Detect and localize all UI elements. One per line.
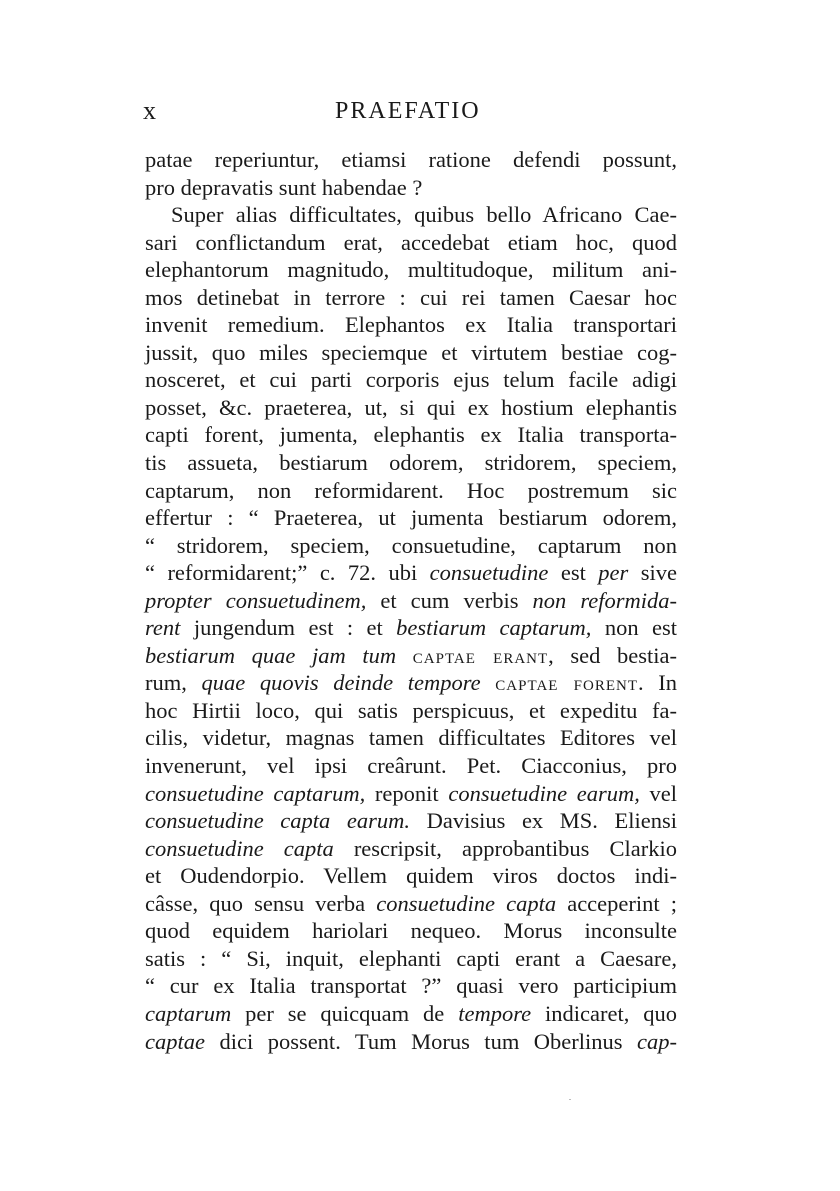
text-line — [145, 504, 677, 532]
text-segment: invenit remedium. Elephantos ex Italia transportari — [145, 312, 677, 338]
text-segment: vel — [639, 780, 678, 806]
text-segment: et cum verbis — [366, 587, 533, 613]
running-head: PRAEFATIO — [335, 98, 481, 124]
text-line — [145, 724, 677, 752]
italic-text: captarum — [145, 1000, 232, 1026]
italic-text: non reformida- — [532, 587, 677, 613]
italic-text: bestiarum captarum, — [396, 615, 592, 641]
text-segment: “ reformidarent;” c. 72. ubi — [145, 560, 430, 586]
text-line — [145, 780, 677, 808]
text-line — [145, 366, 677, 394]
body-text — [145, 146, 677, 1055]
text-line — [145, 807, 677, 835]
text-line — [145, 1028, 677, 1056]
text-segment: , sed bestia- — [548, 642, 678, 668]
text-segment: capti forent, jumenta, elephantis ex Italia transporta- — [145, 422, 677, 448]
italic-text: consuetudine — [429, 560, 549, 586]
text-segment: satis : “ Si, inquit, elephanti capti erant a Caesare, — [145, 945, 677, 971]
italic-text: consuetudine capta — [376, 890, 557, 916]
text-segment: jussit, quo miles speciemque et virtutem bestiae cog- — [145, 339, 677, 365]
text-line — [145, 477, 677, 505]
text-line — [145, 642, 677, 670]
text-line — [145, 311, 677, 339]
text-segment: est — [548, 560, 599, 586]
text-segment: câsse, quo sensu verba — [145, 890, 377, 916]
text-segment: jungendum est : et — [180, 615, 397, 641]
text-segment: et Oudendorpio. Vellem quidem viros doctos indi- — [145, 863, 677, 889]
italic-text: consuetudine earum, — [448, 780, 640, 806]
text-segment: pro depravatis sunt habendae ? — [145, 174, 423, 200]
text-line — [145, 862, 677, 890]
text-segment: cilis, videtur, magnas tamen difficultates Editores vel — [145, 725, 677, 751]
text-segment — [481, 670, 496, 695]
text-segment: acceperint ; — [556, 890, 677, 916]
text-line — [145, 890, 677, 918]
italic-text: propter consuetudinem, — [145, 587, 367, 613]
text-line — [145, 945, 677, 973]
text-segment: posset, &c. praeterea, ut, si qui ex hostium elephantis — [145, 394, 677, 420]
text-segment: dici possent. Tum Morus tum Oberlinus — [204, 1028, 638, 1054]
text-line — [145, 256, 677, 284]
text-segment: . In — [638, 670, 677, 696]
text-line — [145, 229, 677, 257]
text-segment: Super alias difficultates, quibus bello Africano Cae- — [171, 202, 677, 228]
italic-text: bestiarum quae jam tum — [145, 642, 397, 668]
text-segment: “ cur ex Italia transportat ?” quasi vero participium — [145, 973, 677, 999]
text-segment: per se quicquam de — [231, 1000, 459, 1026]
text-line — [145, 284, 677, 312]
text-segment: patae reperiuntur, etiamsi ratione defendi possunt, — [145, 147, 677, 172]
text-line — [145, 146, 677, 174]
speck-mark — [569, 1099, 571, 1100]
text-line — [145, 532, 677, 560]
italic-text: cap- — [637, 1028, 677, 1054]
text-segment: hoc Hirtii loco, qui satis perspicuus, et expeditu fa- — [145, 697, 677, 723]
text-segment: invenerunt, vel ipsi creârunt. Pet. Ciacconius, pro — [145, 753, 677, 779]
text-line — [145, 394, 677, 422]
text-line — [145, 669, 677, 697]
small-caps-text: captae forent — [495, 671, 639, 696]
text-segment: mos detinebat in terrore : cui rei tamen Caesar hoc — [145, 284, 677, 310]
text-line — [145, 1000, 677, 1028]
italic-text: consuetudine captarum, — [145, 780, 366, 806]
text-segment: captarum, non reformidarent. Hoc postremum sic — [145, 477, 677, 503]
text-segment — [396, 643, 413, 668]
text-segment: Davisius ex MS. Eliensi — [410, 808, 678, 834]
text-line — [145, 972, 677, 1000]
italic-text: rent — [145, 615, 181, 641]
text-segment: rescripsit, approbantibus Clarkio — [333, 835, 677, 861]
text-line — [145, 201, 677, 229]
text-line — [145, 449, 677, 477]
text-segment: quod equidem hariolari nequeo. Morus inconsulte — [145, 918, 677, 944]
page-number: x — [143, 96, 156, 125]
text-line — [145, 697, 677, 725]
text-line — [145, 752, 677, 780]
text-segment: nosceret, et cui parti corporis ejus telum facile adigi — [145, 367, 677, 393]
text-line — [145, 559, 677, 587]
italic-text: captae — [145, 1028, 205, 1054]
text-line — [145, 339, 677, 367]
italic-text: per — [598, 560, 629, 586]
text-segment: sari conflictandum erat, accedebat etiam hoc, quod — [145, 229, 677, 255]
text-line — [145, 421, 677, 449]
text-segment: elephantorum magnitudo, multitudoque, militum ani- — [145, 257, 677, 283]
italic-text: consuetudine capta — [145, 835, 334, 861]
text-segment: “ stridorem, speciem, consuetudine, captarum non — [145, 532, 677, 558]
italic-text: quae quovis deinde tempore — [201, 670, 481, 696]
small-caps-text: captae erant — [412, 643, 549, 668]
text-segment: tis assueta, bestiarum odorem, stridorem, speciem, — [145, 450, 677, 476]
text-line — [145, 835, 677, 863]
text-segment: non est — [591, 615, 677, 641]
italic-text: consuetudine capta earum. — [145, 808, 411, 834]
text-segment: reponit — [365, 780, 449, 806]
text-segment: sive — [628, 560, 677, 586]
text-line — [145, 587, 677, 615]
text-line — [145, 174, 677, 202]
text-line — [145, 614, 677, 642]
text-segment: rum, — [145, 670, 202, 696]
text-segment: effertur : “ Praeterea, ut jumenta bestiarum odorem, — [145, 505, 677, 531]
text-segment: indicaret, quo — [531, 1000, 677, 1026]
italic-text: tempore — [458, 1000, 532, 1026]
text-line — [145, 917, 677, 945]
